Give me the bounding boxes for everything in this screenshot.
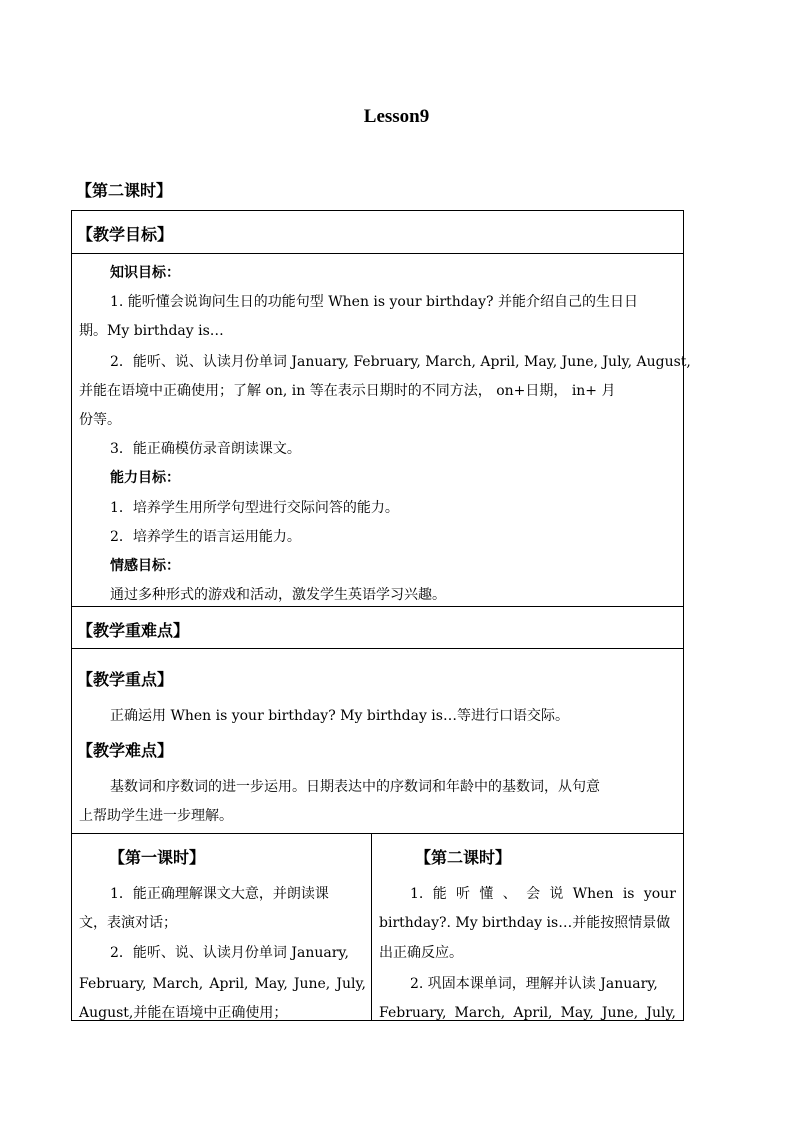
second-period-line-1 — [410, 885, 676, 903]
first-period-line-3: 2．能听、说、认读月份单词 January, — [110, 945, 349, 961]
second-period-line-5-word: February, — [379, 1005, 447, 1021]
key-points-text: 正确运用 When is your birthday? My birthday is…等进行口语交际。 — [110, 708, 569, 724]
second-period-line-1-word: 听 — [456, 886, 471, 902]
knowledge-goal-1-line-2: 期。My birthday is… — [79, 323, 224, 339]
second-period-line-5 — [379, 1004, 676, 1022]
knowledge-goal-3: 3．能正确模仿录音朗读课文。 — [110, 441, 301, 457]
second-period-line-1-word: 能 — [432, 886, 447, 902]
first-period-line-4-word: May, — [254, 976, 288, 992]
first-period-line-2: 文，表演对话； — [79, 915, 177, 931]
lesson-plan-table — [71, 210, 691, 1021]
second-period-line-1-word: 、 — [502, 886, 517, 902]
first-period-line-5: August,并能在语境中正确使用； — [79, 1005, 288, 1021]
row-divider — [72, 606, 683, 607]
first-period-line-1: 1．能正确理解课文大意，并朗读课 — [110, 886, 329, 902]
knowledge-goal-1-line-1: 1. 能听懂会说询问生日的功能句型 When is your birthday? 并能介绍自己的生日日 — [110, 294, 638, 310]
second-period-line-5-word: March, — [454, 1005, 506, 1021]
second-period-line-1-word: 1. — [410, 886, 424, 902]
ability-goals-heading: 能力目标： — [110, 470, 180, 486]
difficult-points-line-1: 基数词和序数词的进一步运用。日期表达中的序数词和年龄中的基数词，从句意 — [110, 779, 600, 795]
second-period-line-5-word: July, — [646, 1005, 676, 1021]
second-period-line-3: 出正确反应。 — [379, 945, 463, 961]
second-period-line-1-word: your — [643, 886, 676, 902]
knowledge-goal-2-line-3: 份等。 — [79, 412, 121, 428]
lesson-label: 【第二课时】 — [76, 181, 173, 200]
difficult-points-line-2: 上帮助学生进一步理解。 — [79, 808, 233, 824]
second-period-line-5-word: June, — [601, 1005, 639, 1021]
emotion-goals-heading: 情感目标： — [110, 558, 180, 574]
emotion-goal-1: 通过多种形式的游戏和活动，激发学生英语学习兴趣。 — [110, 587, 446, 603]
first-period-line-4-word: June, — [293, 976, 331, 992]
second-period-line-5-word: May, — [560, 1005, 594, 1021]
knowledge-goal-2-line-1: 2．能听、说、认读月份单词 January, February, March, April, May, June, July, August, — [110, 354, 691, 370]
second-period-line-1-word: 会 — [526, 886, 541, 902]
difficult-points-heading: 【教学难点】 — [77, 741, 174, 760]
knowledge-goal-2-line-2: 并能在语境中正确使用；了解 on, in 等在表示日期时的不同方法， on+日期， in+ 月 — [79, 383, 616, 399]
objectives-heading: 【教学目标】 — [77, 225, 174, 244]
first-period-line-4 — [79, 975, 366, 993]
second-period-line-1-word: 说 — [549, 886, 564, 902]
second-period-line-1-word: 懂 — [479, 886, 494, 902]
knowledge-goals-heading: 知识目标： — [110, 265, 180, 281]
first-period-line-4-word: March, — [152, 976, 204, 992]
row-divider — [72, 648, 683, 649]
second-period-line-1-word: is — [622, 886, 635, 902]
second-period-heading: 【第二课时】 — [415, 848, 512, 867]
second-period-line-4: 2. 巩固本课单词，理解并认读 January, — [410, 976, 658, 992]
key-points-heading: 【教学重点】 — [77, 670, 174, 689]
second-period-line-5-word: April, — [513, 1005, 553, 1021]
first-period-line-4-word: July, — [336, 976, 366, 992]
first-period-line-4-word: February, — [79, 976, 147, 992]
first-period-line-4-word: April, — [209, 976, 249, 992]
ability-goal-1: 1．培养学生用所学句型进行交际问答的能力。 — [110, 500, 399, 516]
column-divider — [371, 833, 372, 1020]
second-period-line-1-word: When — [572, 886, 614, 902]
second-period-line-2: birthday?. My birthday is…并能按照情景做 — [379, 915, 671, 931]
row-divider — [72, 833, 683, 834]
row-divider — [72, 253, 683, 254]
first-period-heading: 【第一课时】 — [109, 848, 206, 867]
key-difficult-heading: 【教学重难点】 — [77, 621, 190, 640]
document-title: Lesson9 — [363, 106, 430, 127]
ability-goal-2: 2．培养学生的语言运用能力。 — [110, 529, 301, 545]
